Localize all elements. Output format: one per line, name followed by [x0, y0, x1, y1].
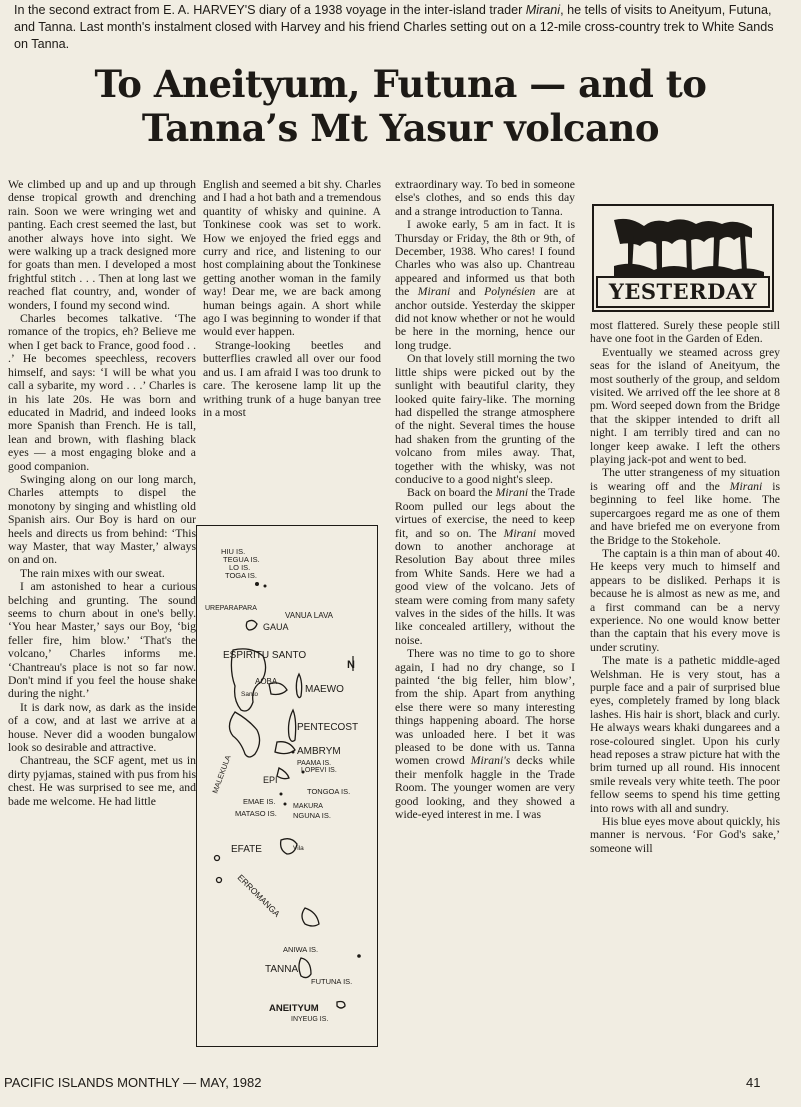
- paragraph: The mate is a pathetic middle-aged Welshman. He is very stout, has a purple face and a pair of surprised blue eyes, completely framed by long black lashes. His hair is short, black and curly. He always wears khaki dungarees and a rose-coloured singlet. Upon his curly head reposes a straw picture hat with the brim turned up all round. His innocent smile reveals very white teeth. The poor fellow seems to spend his time getting into rows with all and sundry.: [590, 654, 780, 815]
- map-label-gaua: GAUA: [263, 622, 289, 632]
- map-label-nguna: NGUNA IS.: [293, 811, 331, 820]
- map-label-makura: MAKURA: [293, 803, 323, 810]
- paragraph: We climbed up and up and up through dense tropical growth and drenching rain. Soon we were wringing wet and panting. Each crest seemed the last, but another always hove into sight. We were walking up a track designed more for goats than men. I developed a most frightful stitch . . . Then at long last we reached flat country, and, wonder of wonders, I found my second wind.: [8, 178, 196, 312]
- paragraph: Chantreau, the SCF agent, met us in dirty pyjamas, stained with pus from his chest. He was surprised to see me, and bade me welcome. He had little: [8, 754, 196, 808]
- paragraph: His blue eyes move about quickly, his manner is nervous. ‘For God's sake,’ someone will: [590, 815, 780, 855]
- paragraph: Eventually we steamed across grey seas for the island of Aneityum, the most southerly of the group, and seldom visited. We arrived off the lee shore at 8 pm. Word seeped down from the Bridge that the skipper intended to drift all night. I am terribly tired and can no longer keep awake. I left the others playing jack-pot and went to bed.: [590, 345, 780, 467]
- footer-publication: PACIFIC ISLANDS MONTHLY — MAY, 1982: [4, 1075, 262, 1090]
- yesterday-logo: [592, 204, 774, 312]
- map-label-erromanga: ERROMANGA: [235, 872, 283, 919]
- ship-name: Mirani: [503, 526, 537, 540]
- island-map-graphic: [197, 526, 377, 1046]
- map-label-aniwa: ANIWA IS.: [283, 945, 319, 954]
- ship-name: Mirani: [495, 486, 529, 500]
- yesterday-title: YESTERDAY: [596, 276, 770, 308]
- article-column-2: [203, 178, 381, 419]
- paragraph: The captain is a thin man of about 40. He keeps very much to himself and appears to be disliked. Perhaps it is because he is almost as new as me, and a first command can be a nervy experience. No one would know better than the captain that his every move is under scrutiny.: [590, 546, 780, 654]
- map-label-vanua-lava: VANUA LAVA: [285, 611, 334, 620]
- article-column-4: [590, 319, 780, 855]
- paragraph: The utter strangeness of my situation is wearing off and the Mirani is beginning to feel like home. The supercargoes regard me as one of them and have briefed me on everyone from the Bridge to the Stokehole.: [590, 466, 780, 547]
- tanna-island: [299, 958, 311, 978]
- map-label-lopevi: LOPEVI IS.: [301, 767, 337, 774]
- paragraph: On that lovely still morning the two little ships were picked out by the sunlight with beautiful clarity, they looked quite fairy-like. The morning had dispelled the strange atmosphere of the night. Several times the house had shaken from the grunting of the volcano from miles away. That, together with the whisky, was not conducive to a good night's sleep.: [395, 352, 575, 486]
- map-label-tongoa: TONGOA IS.: [307, 787, 351, 796]
- paragraph: Back on board the Mirani the Trade Room pulled our legs about the virtues of exercise, the need to keep fit, and so on. The Mirani moved down to another anchorage at Resolution Bay about three miles from White Sands. Here we had a good view of the volcano. Jets of steam were coming from many safety valves in the sides of the hills. It was like concealed artillery, without the noise.: [395, 486, 576, 647]
- map-label-tanna: TANNA: [265, 964, 299, 975]
- aneityum-island: [337, 1002, 345, 1009]
- paragraph: There was no time to go to shore again, I had no dry change, so I painted ‘the big feller, him blow’, from the ship. Apart from anything else there were so many interesting things happening aboard. The horse was unloaded here. I bet it was pleased to be done with us. Tanna women crowd Mirani's decks while their menfolk haggle in the Trade Room. The younger women are very good looking, and they showed a wide-eyed interest in me. I was: [395, 647, 575, 822]
- map-label-vila: Vila: [293, 845, 304, 852]
- map-label-hiu: HIU IS.: [221, 547, 246, 556]
- map-label-tegua: TEGUA IS.: [223, 555, 260, 564]
- paragraph: I awoke early, 5 am in fact. It is Thursday or Friday, the 8th or 9th, of December, 1938. Who cares! I found Charles who was also up. Chantreau appeared and informed us that both the Mirani and Polynésien are at anchor outside. Yesterday the skipper did not know whether or not he would be here in the morning, hence our long trudge.: [395, 218, 576, 352]
- map-label-ureparapara: UREPARAPARA: [205, 605, 257, 612]
- epi-island: [277, 768, 289, 779]
- map-label-toga: TOGA IS.: [225, 571, 257, 580]
- erromanga-island: [302, 908, 319, 926]
- vanuatu-map: [196, 525, 378, 1047]
- intro-paragraph: In the second extract from E. A. HARVEY'S diary of a 1938 voyage in the inter-island trader Mirani, he tells of visits to Aneityum, Futuna, and Tanna. Last month's instalment closed with Harvey and his friend Charles setting out on a 12-mile cross-country trek to White Sands on Tanna.: [14, 3, 774, 51]
- article-column-1: [8, 178, 196, 808]
- map-label-maewo: MAEWO: [305, 684, 344, 695]
- paragraph: It is dark now, as dark as the inside of a cow, and at last we arrive at a house. Never did a wooden bungalow look so desirable and attractive.: [8, 700, 196, 755]
- paragraph: most flattered. Surely these people still have one foot in the Garden of Eden.: [590, 319, 780, 346]
- paragraph: The rain mixes with our sweat.: [20, 566, 165, 580]
- map-label-aneityum: ANEITYUM: [269, 1003, 319, 1014]
- ship-name: Mirani: [729, 479, 763, 493]
- headline-line-2: Tanna’s Mt Yasur volcano: [141, 106, 660, 150]
- headline: [0, 62, 801, 150]
- map-label-inyeug: INYEUG IS.: [291, 1016, 329, 1023]
- map-label-mataso: MATASO IS.: [235, 809, 277, 818]
- map-label-emae: EMAE IS.: [243, 797, 276, 806]
- pentecost-island: [289, 710, 296, 741]
- map-label-futuna: FUTUNA IS.: [311, 977, 353, 986]
- map-label-santo: Santo: [241, 691, 258, 698]
- paragraph: English and seemed a bit shy. Charles and I had a hot bath and a tremendous quantity of whisky and quinine. A Tonkinese cook was set to work. How we enjoyed the fried eggs and curry and rice, and listening to our host complaining about the Tonkinese getting another woman in the family way! Dear me, we are back among human beings again. A short while ago I was beginning to wonder if that would ever happen.: [203, 178, 381, 339]
- paragraph: extraordinary way. To bed in someone else's clothes, and so ends this day and a strange introduction to Tanna.: [395, 178, 575, 218]
- ship-name: Mirani's: [470, 754, 511, 768]
- page-number: 41: [746, 1075, 761, 1090]
- malekula-island: [229, 712, 259, 757]
- intro-ship-name: Mirani: [525, 3, 561, 17]
- gaua-island: [246, 620, 257, 630]
- map-label-ambrym: AMBRYM: [297, 746, 341, 757]
- paragraph: Charles becomes talkative. ‘The romance of the tropics, eh? Believe me when I get back to France, good food . . .’ He becomes speechless, recovers himself, and says: ‘I will be what you call a sybarite, my word . . .’ Charles is in his late 20s. He was born and educated in Madrid, and indeed looks more Spanish than French. He is tall, lean and brown, with flashing black eyes — a most engaging bloke and a good companion.: [8, 312, 196, 473]
- paragraph: Swinging along on our long march, Charles attempts to dispel the monotony by singing and whistling old Spanish airs. Our Boy is hard on our heels and directs us from behind: ‘This way Master, that way Master,’ always on and on.: [8, 472, 196, 567]
- maewo-island: [296, 674, 301, 698]
- map-label-espiritu: ESPIRITU SANTO: [223, 650, 307, 661]
- map-label-paama: PAAMA IS.: [297, 760, 332, 767]
- map-label-epi: EPI: [263, 775, 278, 785]
- paragraph: Strange-looking beetles and butterflies crawled all over our food and us. I am afraid I was too drunk to care. The kerosene lamp lit up the writhing trunk of a huge banyan tree in a most: [203, 338, 381, 419]
- map-label-efate: EFATE: [231, 844, 262, 855]
- ship-name: Mirani: [417, 285, 451, 299]
- ship-name: Polynésien: [484, 285, 536, 299]
- map-label-lo: LO IS.: [229, 563, 251, 572]
- map-label-aoba: AOBA: [255, 677, 278, 686]
- map-label-pentecost: PENTECOST: [297, 722, 359, 733]
- article-column-3: [395, 178, 575, 822]
- headline-line-1: To Aneityum, Futuna — and to: [94, 62, 707, 106]
- north-label: N: [347, 659, 355, 671]
- map-label-malekula: MALEKULA: [210, 753, 233, 795]
- paragraph: I am astonished to hear a curious belching and grunting. The sound seems to churn about in one's belly. ‘You hear Master,’ says our Boy, ‘big feller fire, him blow.’ ‘That's the volcano,’ Charles informs me. ‘Chantreau's place is not so far now. Don't mind if you feel the house shake during the night.’: [8, 580, 196, 701]
